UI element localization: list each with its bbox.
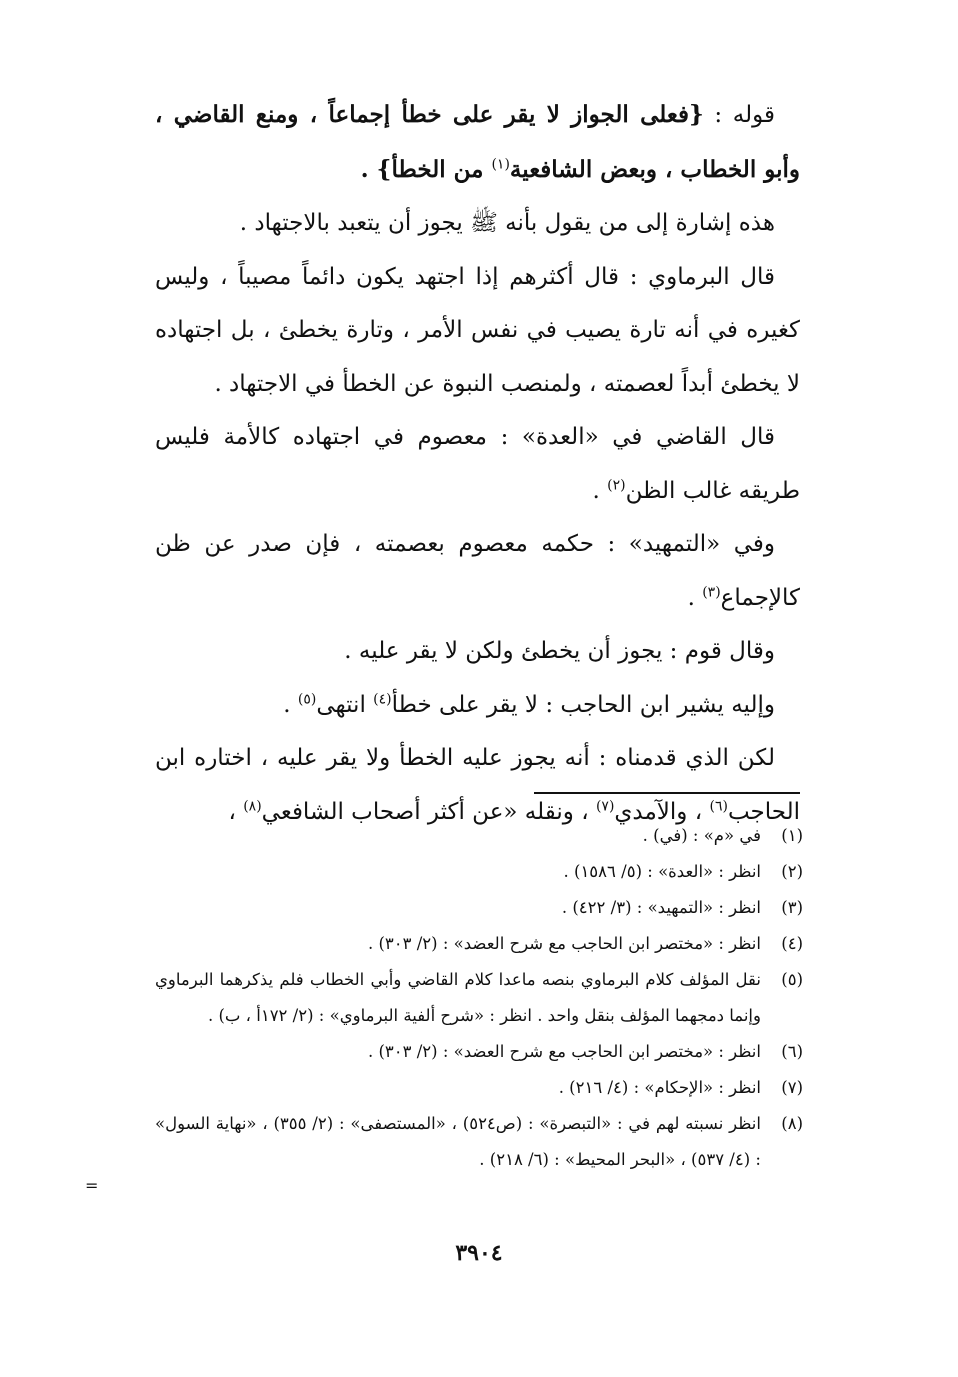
footnote-ref-7: (٧) xyxy=(595,797,615,814)
footnote-ref-5: (٥) xyxy=(297,690,317,707)
footnote-text: انظر : «الإحكام» : (٤/ ٢١٦) . xyxy=(558,1078,761,1097)
footnote-number: (٥) xyxy=(781,970,803,989)
quoted-matn-end: من الخطأ} . xyxy=(360,155,492,183)
paragraph-8-text-c: ، ونقله «عن أكثر أصحاب الشافعي xyxy=(261,798,596,825)
footnotes xyxy=(155,818,803,1178)
footnote-ref-2: (٢) xyxy=(607,476,626,493)
paragraph-4-end: . xyxy=(592,477,608,504)
paragraph-7-text-a: وإليه يشير ابن الحاجب : لا يقر على خطأ xyxy=(391,691,775,718)
footnote-ref-3: (٣) xyxy=(702,583,721,600)
footnote-5 xyxy=(155,962,803,1034)
footnote-number: (٣) xyxy=(781,898,803,917)
paragraph-6: وقال قوم : يجوز أن يخطئ ولكن لا يقر عليه . xyxy=(344,638,775,664)
paragraph-8-end: ، xyxy=(228,798,244,825)
footnote-ref-8: (٨) xyxy=(243,797,262,814)
footnote-ref-4: (٤) xyxy=(373,690,392,707)
paragraph-4-text: قال القاضي في «العدة» : معصوم في اجتهاده كالأمة فليس طريقه غالب الظن xyxy=(155,424,800,504)
page-number: ٣٩٠٤ xyxy=(455,1240,503,1266)
footnote-text: نقل المؤلف كلام البرماوي بنصه ماعدا كلام القاضي وأبي الخطاب فلم يذكرهما البرماوي وإنما دمجهما المؤلف بنقل واحد . انظر : «شرح ألفية البرماوي» : (٢/ ١٧٢أ ، ب) . xyxy=(155,970,761,1025)
footnote-7 xyxy=(155,1070,803,1106)
footnote-text: في «م» : (في) . xyxy=(642,826,761,845)
quoted-matn: {فعلى الجواز لا يقر على خطأ إجماعاً ، ومنع القاضي ، وأبو الخطاب ، وبعض الشافعية xyxy=(155,101,800,183)
footnote-text: انظر : «العدة» : (٥/ ١٥٨٦) . xyxy=(563,862,761,881)
paragraph-2: هذه إشارة إلى من يقول بأنه ﷺ يجوز أن يتعبد بالاجتهاد . xyxy=(239,210,775,236)
footnote-8 xyxy=(155,1106,803,1178)
lead-text: قوله : xyxy=(703,102,775,128)
footnote-number: (٧) xyxy=(781,1078,803,1097)
paragraph-5-end: . xyxy=(687,584,703,611)
footnote-4 xyxy=(155,926,803,962)
footnote-text: انظر : «مختصر ابن الحاجب مع شرح العضد» : (٢/ ٣٠٣) . xyxy=(367,934,761,953)
footnote-number: (٨) xyxy=(781,1114,803,1133)
footnote-continuation-mark: = xyxy=(85,1176,99,1195)
footnote-text: انظر : «التمهيد» : (٣/ ٤٢٢) . xyxy=(561,898,761,917)
paragraph-8-text-a: لكن الذي قدمناه : أنه يجوز عليه الخطأ ولا يقر عليه ، اختاره ابن الحاجب xyxy=(155,745,800,825)
footnote-2 xyxy=(155,854,803,890)
footnote-text: انظر : «مختصر ابن الحاجب مع شرح العضد» : (٢/ ٣٠٣) . xyxy=(367,1042,761,1061)
footnote-number: (٤) xyxy=(781,934,803,953)
paragraph-5 xyxy=(155,518,800,625)
paragraph-8-text-b: ، والآمدي xyxy=(614,798,710,825)
paragraph-3: قال البرماوي : قال أكثرهم إذا اجتهد يكون دائماً مصيباً ، وليس كغيره في أنه تارة يصيب في نفس الأمر ، وتارة يخطئ ، بل اجتهاده لا يخطئ أبداً لعصمته ، ولمنصب النبوة عن الخطأ في الاجتهاد . xyxy=(155,263,800,397)
footnote-separator xyxy=(534,792,800,794)
footnote-text: انظر نسبته لهم في : «التبصرة» : (ص٥٢٤) ، «المستصفى» : (٢/ ٣٥٥) ، «نهاية السول» : (٤/ ٥٣٧) ، «البحر المحيط» : (٦/ ٢١٨) . xyxy=(155,1114,761,1169)
paragraph-1 xyxy=(155,88,800,197)
paragraph-5-text: وفي «التمهيد» : حكمه معصوم بعصمته ، فإن صدر عن ظن كالإجماع xyxy=(155,531,800,611)
footnote-6 xyxy=(155,1034,803,1070)
footnote-number: (١) xyxy=(781,826,803,845)
paragraph-7-text-b: انتهى xyxy=(316,691,374,718)
paragraph-4 xyxy=(155,411,800,518)
footnote-ref-1: (١) xyxy=(491,155,510,172)
footnote-number: (٦) xyxy=(781,1042,803,1061)
main-text xyxy=(155,88,800,839)
footnote-number: (٢) xyxy=(781,862,803,881)
paragraph-7-end: . xyxy=(283,691,298,718)
footnote-1 xyxy=(155,818,803,854)
footnote-3 xyxy=(155,890,803,926)
footnote-ref-6: (٦) xyxy=(709,797,728,814)
paragraph-7 xyxy=(155,679,800,733)
